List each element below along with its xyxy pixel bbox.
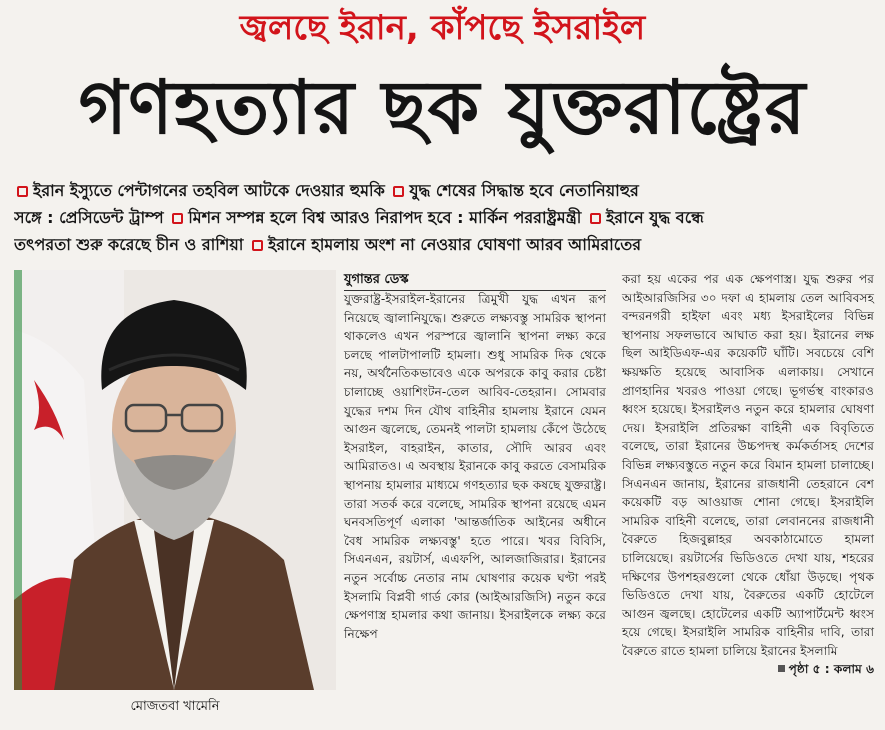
bullet-square-icon: [590, 213, 601, 224]
bullet-line: [14, 231, 872, 258]
article-column-2: [622, 270, 874, 679]
bullet-line: [14, 177, 872, 204]
bullet-text: যুদ্ধ শেষের সিদ্ধান্ত হবে নেতানিয়াহুর: [409, 181, 639, 200]
article-column-1: [344, 290, 606, 643]
article-text: করা হয় একের পর এক ক্ষেপণাস্ত্র। যুদ্ধ শুরুর পর আইআরজিসির ৩০ দফা এ হামলায় তেল আবিবসহ বন্দরনগরী হাইফা এবং মধ্য ইসরাইলের বিভিন্ন স্থাপনায় সফলভাবে আঘাত করা হয়। ইরানের লক্ষ ছিল আইডিএফ-এর কয়েকটি ঘাঁটি। সবচেয়ে বেশি ক্ষয়ক্ষতি হয়েছে আবাসিক এলাকায়। সেখানে প্রাণহানির খবরও পাওয়া গেছে। ভূগর্ভস্থ বাংকারও ধ্বংস হয়েছে। ইসরাইলও নতুন করে হামলার ঘোষণা দেয়। ইসরাইলি প্রতিরক্ষা বাহিনী এক বিবৃতিতে বলেছে, তারা ইরানের উচ্চপদস্থ কর্মকর্তাসহ দেশের বিভিন্ন লক্ষ্যবস্তুতে নতুন করে বিমান হামলা চালাচ্ছে। সিএনএন জানায়, ইরানের রাজধানী তেহরানে বেশ কয়েকটি বড় আওয়াজ শোনা গেছে। ইসরাইলি সামরিক বাহিনী বলেছে, তারা লেবাননের রাজধানী বৈরুতে হিজবুল্লাহর অবকাঠামোতে হামলা চালিয়েছে। রয়টার্সের ভিডিওতে দেখা যায়, শহরের দক্ষিণের উপশহরগুলো থেকে ধোঁয়া উড়ছে। পৃথক ভিডিওতে দেখা যায়, বৈরুতের একটি হোটেলে আগুন জ্বলছে। হোটেলের একটি অ্যাপার্টমেন্ট ধ্বংস হয়ে গেছে। ইসরাইলি সামরিক বাহিনীর দাবি, তারা বৈরুতে রাতে হামলা চালিয়ে ইরানের ইসলামি: [622, 272, 874, 658]
portrait-illustration: [14, 270, 336, 690]
leader-photo: [14, 270, 336, 690]
article-text: যুক্তরাষ্ট্র-ইসরাইল-ইরানের ত্রিমুখী যুদ্ধ এখন রূপ নিয়েছে জ্বালানিযুদ্ধে। শুরুতে লক্ষ্যবস্তু সামরিক স্থাপনা থাকলেও এখন পরস্পরে জ্বালানি স্থাপনা লক্ষ্য করে চলছে পালটাপালটি হামলা। শুধু সামরিক দিক থেকে নয়, অর্থনৈতিকভাবেও একে অপরকে কাবু করার চেষ্টা চালাচ্ছে ওয়াশিংটন-তেল আবিব-তেহরান। সোমবার যুদ্ধের দশম দিন যৌথ বাহিনীর হামলায় ইরানে যেমন আগুন জ্বলেছে, তেমনই পালটা হামলায় কেঁপে উঠেছে ইসরাইল, বাহরাইন, কাতার, সৌদি আরব এবং আমিরাতও। এ অবস্থায় ইরানকে কাবু করতে বেসামরিক স্থাপনায় হামলার মাধ্যমে গণহত্যার ছক কষছে যুক্তরাষ্ট্র। তারা সতর্ক করে বলেছে, সামরিক স্থাপনা রয়েছে এমন ঘনবসতিপূর্ণ এলাকা 'আন্তর্জাতিক আইনের অধীনে বৈধ সামরিক লক্ষ্যবস্তু' হতে পারে। খবর বিবিসি, সিএনএন, রয়টার্স, এএফপি, আলজাজিরার। ইরানের নতুন সর্বোচ্চ নেতার নাম ঘোষণার কয়েক ঘণ্টা পরই ইসলামি বিপ্লবী গার্ড কোর (আইআরজিসি) নতুন করে ক্ষেপণাস্ত্র হামলার কথা জানায়। ইসরাইলকে লক্ষ্য করে নিক্ষেপ: [344, 292, 606, 641]
bullet-line: [14, 204, 872, 231]
bullet-text: মিশন সম্পন্ন হলে বিশ্ব আরও নিরাপদ হবে : মার্কিন পররাষ্ট্রমন্ত্রী: [188, 208, 582, 227]
kicker-headline: জ্বলছে ইরান, কাঁপছে ইসরাইল: [239, 8, 646, 48]
square-icon: [778, 665, 785, 672]
jump-text: পৃষ্ঠা ৫ : কলাম ৬: [788, 662, 874, 677]
bullet-square-icon: [393, 186, 404, 197]
photo-caption: মোজতবা খামেনি: [130, 699, 220, 714]
bullet-text: ইরানে যুদ্ধ বন্ধে: [605, 208, 704, 227]
bullet-text: তৎপরতা শুরু করেছে চীন ও রাশিয়া: [14, 235, 244, 254]
bullet-summary: [14, 177, 872, 258]
bullet-text: ইরান ইস্যুতে পেন্টাগনের তহবিল আটকে দেওয়ার হুমকি: [33, 181, 385, 200]
main-headline: গণহত্যার ছক যুক্তরাষ্ট্রের: [78, 65, 807, 151]
byline: যুগান্তর ডেস্ক: [344, 272, 409, 287]
bullet-square-icon: [172, 213, 183, 224]
bullet-square-icon: [252, 240, 263, 251]
bullet-square-icon: [17, 186, 28, 197]
bullet-text: ইরানে হামলায় অংশ না নেওয়ার ঘোষণা আরব আমিরাতের: [267, 235, 642, 254]
bullet-text: সঙ্গে : প্রেসিডেন্ট ট্রাম্প: [14, 208, 164, 227]
continuation-marker: [778, 660, 874, 679]
